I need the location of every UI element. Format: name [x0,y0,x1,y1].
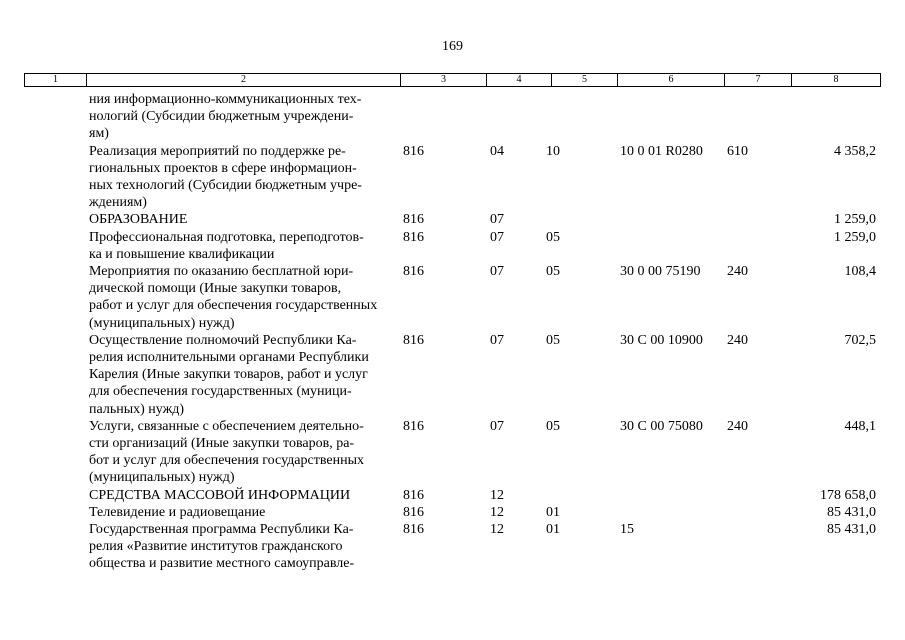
table-row [0,143,905,212]
subsection-code-cell: 01 [546,522,560,538]
row-description [89,521,399,573]
section-code-cell: 07 [490,332,504,348]
description-line: релия исполнительными органами Республики [89,350,369,366]
expense-type-cell: 240 [727,264,748,280]
subsection-code-cell: 05 [546,229,560,245]
description-line: дической помощи (Иные закупки товаров, [89,281,342,297]
description-line: общества и развитие местного самоуправле- [89,556,355,572]
target-article-cell: 30 С 00 10900 [620,332,703,348]
description-line: Мероприятия по оказанию бесплатной юри- [89,264,354,280]
row-description [89,504,399,521]
table-row [0,211,905,228]
description-line: гиональных проектов в сфере информацион- [89,160,357,176]
admin-code-cell: 816 [403,212,424,228]
target-article-cell: 30 0 00 75190 [620,264,701,280]
column-number-2: 2 [86,74,400,86]
table-row [0,263,905,332]
page-number: 169 [442,39,463,54]
amount-cell: 108,4 [844,264,876,280]
description-line: СРЕДСТВА МАССОВОЙ ИНФОРМАЦИИ [89,487,351,503]
description-line: работ и услуг для обеспечения государственных [89,298,378,314]
description-line: бот и услуг для обеспечения государственных [89,453,364,469]
subsection-code-cell: 05 [546,418,560,434]
column-number-header [24,73,881,87]
expense-type-cell: 240 [727,332,748,348]
admin-code-cell: 816 [403,418,424,434]
expense-type-cell: 240 [727,418,748,434]
column-number-7: 7 [724,74,791,86]
column-number-4: 4 [486,74,551,86]
expense-type-cell: 610 [727,143,748,159]
description-line: ОБРАЗОВАНИЕ [89,212,188,228]
target-article-cell: 30 С 00 75080 [620,418,703,434]
description-line: релия «Развитие институтов гражданского [89,539,343,555]
amount-cell: 85 431,0 [827,522,876,538]
admin-code-cell: 816 [403,332,424,348]
description-line: Карелия (Иные закупки товаров, работ и услуг [89,367,368,383]
description-line: Телевидение и радиовещание [89,504,266,520]
table-row [0,91,905,143]
description-line: ка и повышение квалификации [89,246,275,262]
table-row [0,332,905,418]
section-code-cell: 07 [490,212,504,228]
table-row [0,521,905,573]
admin-code-cell: 816 [403,504,424,520]
description-line: Государственная программа Республики Ка- [89,522,354,538]
row-description [89,229,399,263]
description-line: ния информационно-коммуникационных тех- [89,92,362,107]
row-description [89,91,399,143]
description-line: для обеспечения государственных (муници- [89,384,352,400]
row-description [89,263,399,332]
section-code-cell: 12 [490,487,504,503]
description-line: (муниципальных) нужд) [89,470,235,486]
description-line: (муниципальных) нужд) [89,315,235,331]
target-article-cell: 15 [620,522,634,538]
description-line: ных технологий (Субсидии бюджетным учре- [89,178,362,194]
amount-cell: 448,1 [844,418,876,434]
column-number-6: 6 [617,74,724,86]
row-description [89,143,399,212]
admin-code-cell: 816 [403,143,424,159]
subsection-code-cell: 05 [546,264,560,280]
column-number-5: 5 [551,74,617,86]
section-code-cell: 04 [490,143,504,159]
description-line: ждениям) [89,195,147,211]
target-article-cell: 10 0 01 R0280 [620,143,703,159]
section-code-cell: 12 [490,504,504,520]
admin-code-cell: 816 [403,487,424,503]
description-line: нологий (Субсидии бюджетным учреждени- [89,109,354,125]
amount-cell: 1 259,0 [834,229,876,245]
amount-cell: 178 658,0 [820,487,876,503]
section-code-cell: 12 [490,522,504,538]
description-line: ям) [89,126,109,142]
row-description [89,487,399,504]
budget-table-body [0,91,905,573]
description-line: пальных) нужд) [89,401,185,417]
amount-cell: 1 259,0 [834,212,876,228]
section-code-cell: 07 [490,418,504,434]
description-line: Профессиональная подготовка, переподготов- [89,229,364,245]
column-number-1: 1 [53,74,58,85]
table-row [0,418,905,487]
table-row [0,229,905,263]
amount-cell: 85 431,0 [827,504,876,520]
row-description [89,332,399,418]
table-row [0,504,905,521]
subsection-code-cell: 05 [546,332,560,348]
amount-cell: 702,5 [844,332,876,348]
description-line: Осуществление полномочий Республики Ка- [89,332,357,348]
description-line: Реализация мероприятий по поддержке ре- [89,143,346,159]
column-number-3: 3 [400,74,486,86]
table-row [0,487,905,504]
row-description [89,211,399,228]
column-number-8: 8 [791,74,880,86]
subsection-code-cell: 10 [546,143,560,159]
admin-code-cell: 816 [403,229,424,245]
row-description [89,418,399,487]
amount-cell: 4 358,2 [834,143,876,159]
subsection-code-cell: 01 [546,504,560,520]
section-code-cell: 07 [490,264,504,280]
description-line: Услуги, связанные с обеспечением деятельно- [89,418,364,434]
section-code-cell: 07 [490,229,504,245]
description-line: сти организаций (Иные закупки товаров, ра- [89,436,355,452]
admin-code-cell: 816 [403,264,424,280]
admin-code-cell: 816 [403,522,424,538]
